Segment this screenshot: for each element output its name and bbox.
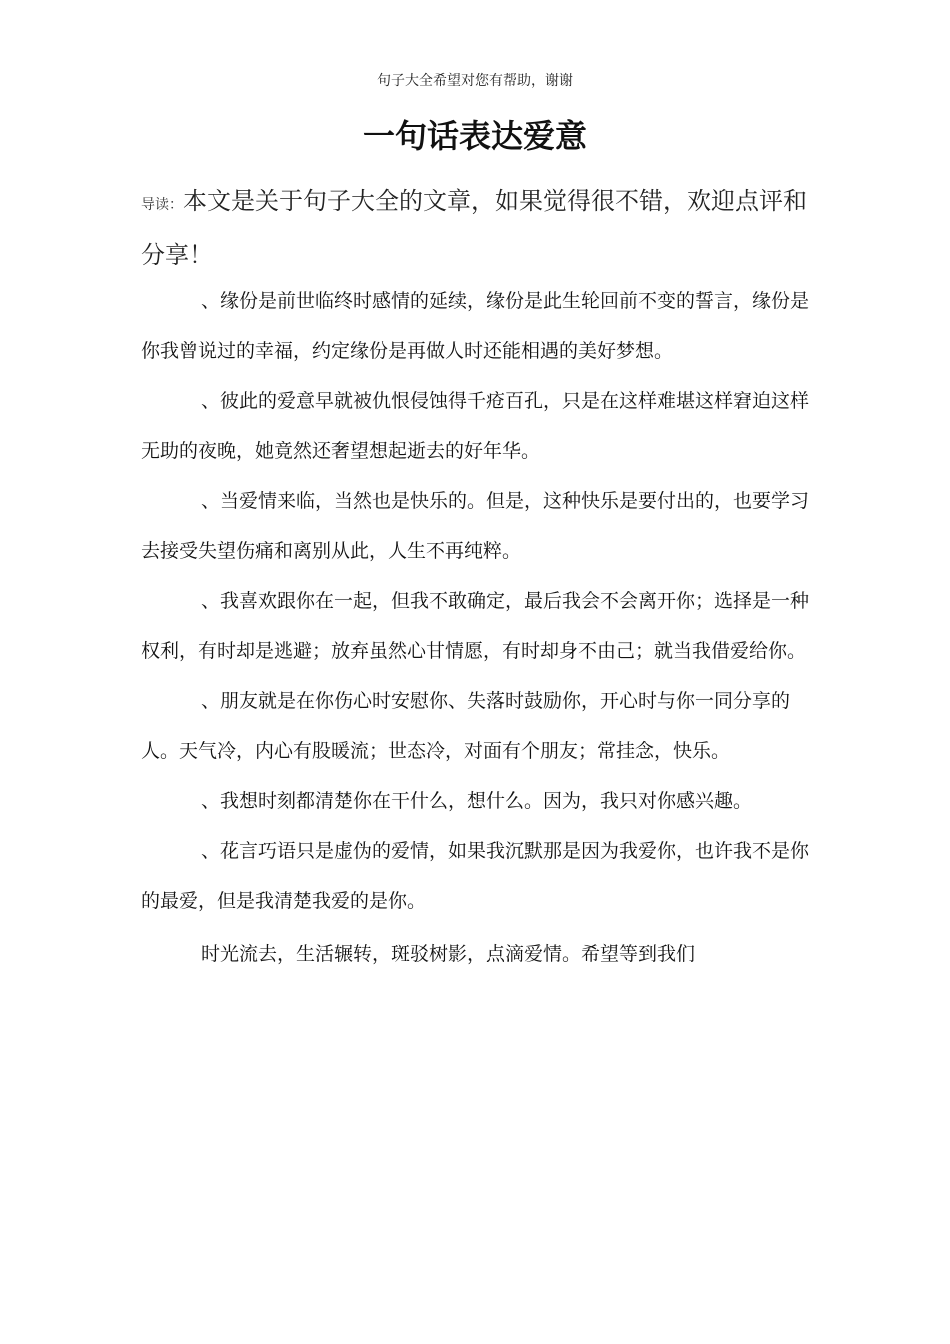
- paragraph-6: 、我想时刻都清楚你在干什么，想什么。因为，我只对你感兴趣。: [201, 790, 753, 812]
- paragraph-3: 、当爱情来临，当然也是快乐的。但是，这种快乐是要付出的，也要学习去接受失望伤痛和离别从此，人生不再纯粹。: [141, 490, 810, 562]
- header-note: 句子大全希望对您有帮助，谢谢: [377, 73, 573, 89]
- page-title: 一句话表达爱意: [362, 117, 587, 155]
- paragraph-2: 、彼此的爱意早就被仇恨侵蚀得千疮百孔，只是在这样难堪这样窘迫这样无助的夜晚，她竟然还奢望想起逝去的好年华。: [141, 390, 810, 462]
- article-body: [141, 276, 825, 979]
- intro-text: 本文是关于句子大全的文章，如果觉得很不错，欢迎点评和分享！: [141, 187, 807, 269]
- closing-paragraph: 时光流去，生活辗转，斑驳树影，点滴爱情。希望等到我们: [201, 943, 696, 965]
- paragraph-7: 、花言巧语只是虚伪的爱情，如果我沉默那是因为我爱你，也许我不是你的最爱，但是我清楚我爱的是你。: [141, 840, 810, 912]
- intro-paragraph: [141, 176, 821, 280]
- paragraph-4: 、我喜欢跟你在一起，但我不敢确定，最后我会不会离开你；选择是一种权利，有时却是逃避；放弃虽然心甘情愿，有时却身不由己；就当我借爱给你。: [141, 590, 810, 662]
- paragraph-5: 、朋友就是在你伤心时安慰你、失落时鼓励你，开心时与你一同分享的人。天气冷，内心有股暖流；世态冷，对面有个朋友；常挂念，快乐。: [141, 690, 791, 762]
- paragraph-1: 、缘份是前世临终时感情的延续，缘份是此生轮回前不变的誓言，缘份是你我曾说过的幸福，约定缘份是再做人时还能相遇的美好梦想。: [141, 290, 810, 362]
- intro-label: 导读：: [141, 197, 183, 213]
